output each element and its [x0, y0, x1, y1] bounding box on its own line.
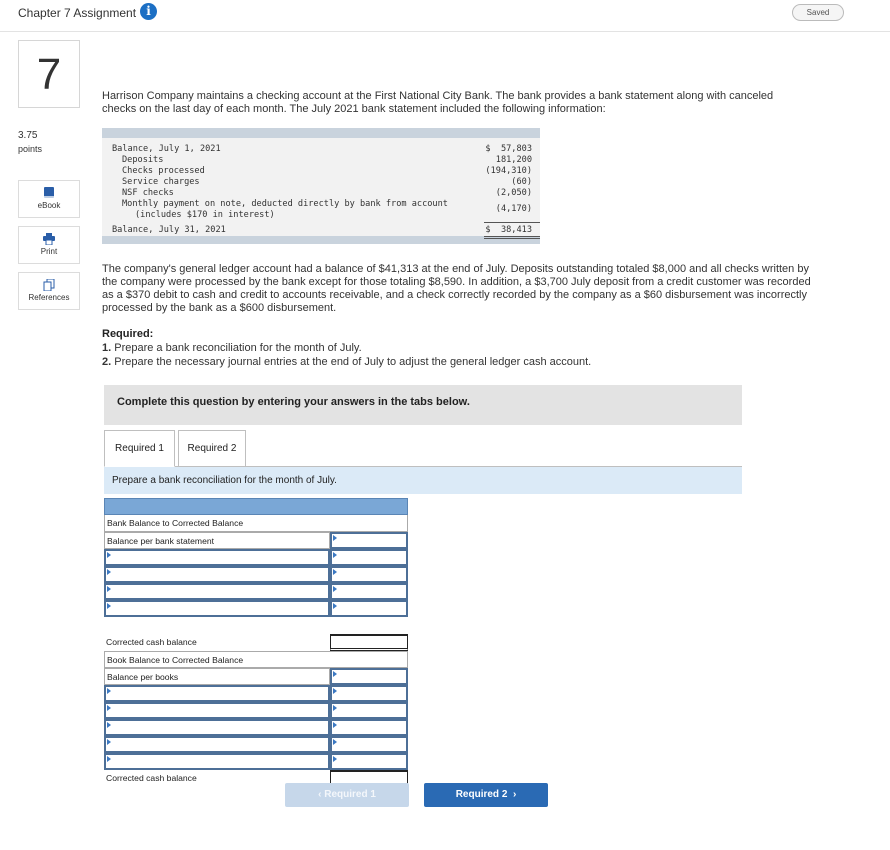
statement-row: Service charges (60)	[122, 177, 532, 187]
book-adjustment-row	[104, 719, 408, 736]
corrected-balance-total	[330, 634, 408, 651]
statement-row: Checks processed (194,310)	[122, 166, 532, 176]
tab-required-1[interactable]: Required 1	[104, 430, 175, 467]
description-dropdown[interactable]	[104, 753, 330, 770]
description-dropdown[interactable]	[104, 600, 330, 617]
tab-instruction: Prepare a bank reconciliation for the month of July.	[104, 467, 742, 494]
double-rule	[484, 236, 540, 239]
statement-row: Balance, July 1, 2021 $ 57,803	[112, 144, 532, 154]
required-heading: Required:	[102, 328, 154, 340]
question-number: 7	[18, 40, 80, 108]
next-label: Required 2	[455, 789, 508, 800]
description-dropdown[interactable]	[104, 702, 330, 719]
book-adjustment-row	[104, 702, 408, 719]
next-required-button[interactable]	[424, 783, 548, 807]
points-label: points	[18, 144, 43, 154]
chevron-left-icon: ‹	[318, 789, 322, 800]
saved-status-badge: Saved	[792, 4, 844, 21]
statement-row: Balance, July 31, 2021 $ 38,413	[112, 225, 532, 235]
ebook-label: eBook	[37, 201, 61, 210]
amount-input[interactable]	[330, 583, 408, 600]
book-start-row: Balance per books	[104, 668, 408, 685]
book-adjustment-row	[104, 753, 408, 770]
description-dropdown[interactable]	[104, 685, 330, 702]
description-dropdown[interactable]	[104, 736, 330, 753]
references-label: References	[28, 293, 70, 302]
info-icon[interactable]: i	[140, 3, 157, 20]
total-rule	[484, 222, 540, 223]
top-bar	[0, 0, 890, 32]
table-header	[104, 498, 408, 515]
reconciliation-table	[104, 498, 408, 787]
description-dropdown[interactable]	[104, 719, 330, 736]
prev-label: Required 1	[324, 789, 376, 800]
amount-input[interactable]	[330, 668, 408, 685]
statement-row: (includes $170 in interest)	[135, 210, 275, 220]
tab-required-2[interactable]: Required 2	[178, 430, 246, 467]
bank-start-row: Balance per bank statement	[104, 532, 408, 549]
bank-statement	[102, 128, 540, 244]
amount-input[interactable]	[330, 549, 408, 566]
description-dropdown[interactable]	[104, 549, 330, 566]
chevron-right-icon: ›	[510, 789, 517, 800]
references-button[interactable]	[18, 272, 80, 310]
amount-input[interactable]	[330, 736, 408, 753]
book-adjustment-row	[104, 685, 408, 702]
description-dropdown[interactable]	[104, 566, 330, 583]
amount-input[interactable]	[330, 600, 408, 617]
required-item-2: 2. Prepare the necessary journal entries at the end of July to adjust the general ledger cash account.	[102, 356, 592, 368]
references-icon	[42, 279, 56, 291]
required-item-1: 1. Prepare a bank reconciliation for the month of July.	[102, 342, 362, 354]
amount-input[interactable]	[330, 753, 408, 770]
bank-adjustment-row	[104, 566, 408, 583]
spacer-row	[104, 617, 408, 634]
statement-row: NSF checks (2,050)	[122, 188, 532, 198]
amount-input[interactable]	[330, 532, 408, 549]
assignment-title: Chapter 7 Assignment	[18, 6, 137, 20]
bank-adjustment-row	[104, 549, 408, 566]
ebook-button[interactable]	[18, 180, 80, 218]
description-dropdown[interactable]	[104, 583, 330, 600]
book-corrected-row: Corrected cash balance	[104, 770, 408, 787]
amount-input[interactable]	[330, 685, 408, 702]
problem-details: The company's general ledger account had a balance of $41,313 at the end of July. Deposits outstanding totaled $8,000 and all checks written by the company were processed by the bank except for those totaling $8,590. In addition, a $3,700 July deposit from a credit customer was recorded as a $370 debit to cash and credit to accounts receivable, and a check correctly recorded by the company as a $60 disbursement was incorrectly processed by the bank as a $600 disbursement.	[102, 263, 811, 314]
bank-adjustment-row	[104, 600, 408, 617]
complete-banner: Complete this question by entering your answers in the tabs below.	[104, 385, 742, 425]
bank-adjustment-row	[104, 583, 408, 600]
printer-icon	[42, 233, 56, 245]
bank-section-title: Bank Balance to Corrected Balance	[104, 515, 408, 532]
book-adjustment-row	[104, 736, 408, 753]
amount-input[interactable]	[330, 719, 408, 736]
amount-input[interactable]	[330, 702, 408, 719]
statement-row: Monthly payment on note, deducted directly by bank from account (4,170)	[122, 199, 532, 214]
statement-row: Deposits 181,200	[122, 155, 532, 165]
print-button[interactable]	[18, 226, 80, 264]
amount-input[interactable]	[330, 566, 408, 583]
print-label: Print	[40, 247, 58, 256]
book-section-title: Book Balance to Corrected Balance	[104, 651, 408, 668]
book-icon	[42, 187, 56, 199]
problem-intro: Harrison Company maintains a checking account at the First National City Bank. The bank provides a bank statement along with canceled checks on the last day of each month. The July 2021 bank statement included the following information:	[102, 90, 774, 115]
prev-required-button[interactable]	[285, 783, 409, 807]
points-value: 3.75	[18, 130, 38, 141]
bank-corrected-row: Corrected cash balance	[104, 634, 408, 651]
